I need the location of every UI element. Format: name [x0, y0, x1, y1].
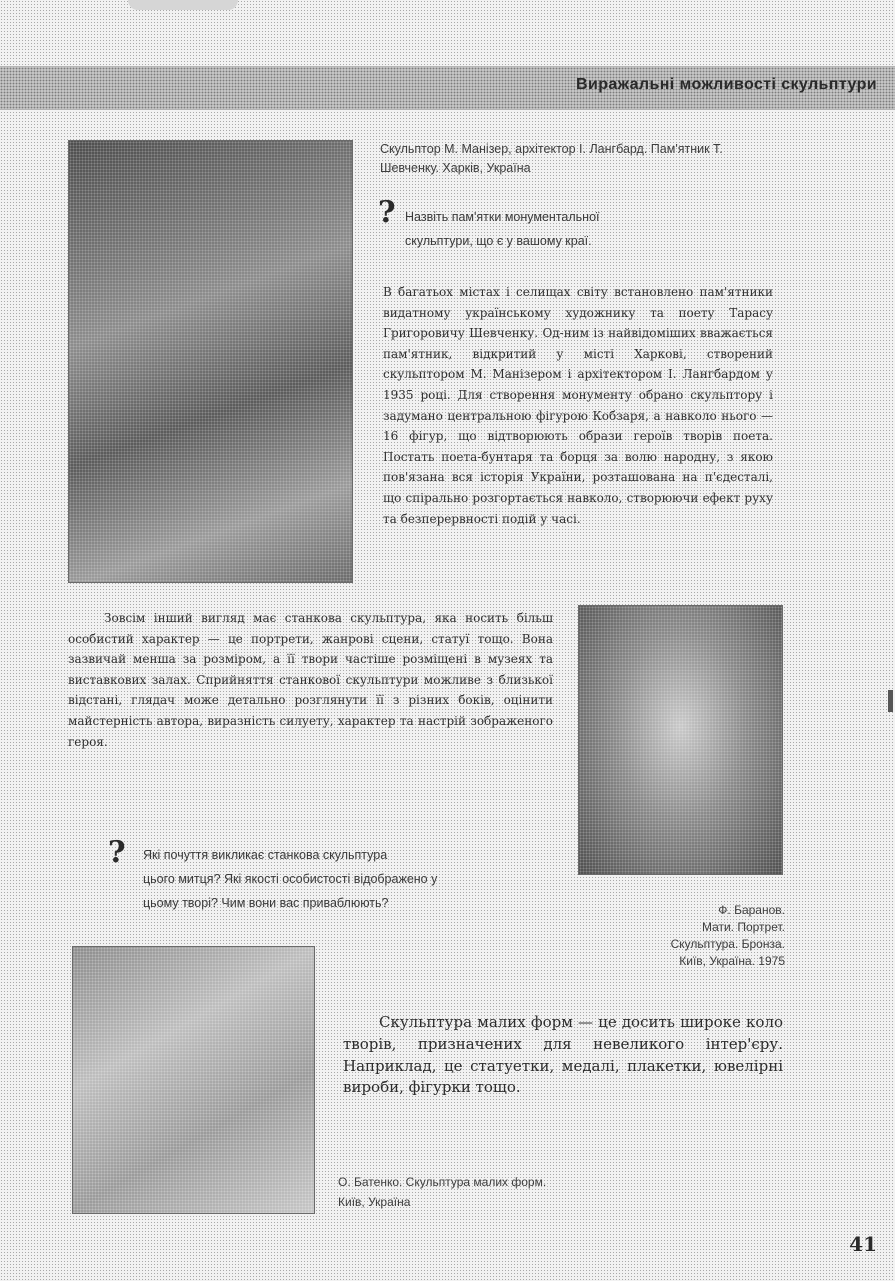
task-1-line-2: скульптури, що є у вашому краї. [405, 234, 592, 248]
monument-photo-caption [380, 140, 760, 178]
portrait-sculpture-photo [578, 605, 783, 875]
small-forms-photo-caption [338, 1172, 718, 1212]
page-number: 41 [849, 1232, 877, 1256]
portrait-caption-line-3: Скульптура. Бронза. [670, 937, 785, 951]
task-2-line-2: цього митця? Які якості особистості відображено у [143, 872, 438, 886]
page-edge-mark [888, 690, 893, 712]
portrait-photo-caption [560, 902, 785, 970]
monument-paragraph-part-1: В багатьох містах і селищах світу встановлено пам'ятники видатному українському художнику та поету Тарасу Григоровичу Шевченку. Од- [383, 285, 773, 341]
portrait-caption-line-4: Київ, Україна. 1975 [679, 954, 785, 968]
monument-paragraph [383, 282, 773, 582]
task-2-question [143, 843, 563, 915]
monument-paragraph-part-2: ним із найвідоміших вважається пам'ятник, відкритий у місті Харкові, створений скульптором М. Манізером і архітектором І. Лангбардом у 1935 році. Для створення монументу обрано скульптору і задумано центральною фігурою Кобзаря, а навколо нього — 16 фігур, що відтворюють образи героїв творів поета. Постать поета-бунтаря та борця за волю народну, з якою пов'язана вся історія України, розташована на п'єдесталі, що спірально розгортається навколо, створюючи ефект руху та безперервності подій у часі. [383, 326, 773, 526]
monument-photo [68, 140, 353, 583]
monument-caption-text: Скульптор М. Манізер, архітектор І. Лангбард. Пам'ятник Т. Шевченку. Харків, Україна [380, 142, 723, 175]
page-edge-shadow [128, 0, 238, 10]
small-forms-caption-line-2: Київ, Україна [338, 1195, 411, 1209]
small-forms-sculpture-photo [72, 946, 315, 1214]
easel-sculpture-paragraph-text: Зовсім інший вигляд має станкова скульптура, яка носить більш особистий характер — це портрети, жанрові сцени, статуї тощо. Вона зазвичай менша за розміром, а її твори частіше розміщені в музеях та виставкових залах. Сприйняття станкової скульптури можливе з близької відстані, глядач може детально розглянути її з різних боків, оцінити майстерність автора, виразність силуету, характер та настрій зображеного героя. [68, 611, 553, 749]
small-forms-caption-line-1: О. Батенко. Скульптура малих форм. [338, 1175, 547, 1189]
small-forms-definition-text: Скульптура малих форм — це досить широке коло творів, призначених для невеликого інтер'єру. Наприклад, це статуетки, медалі, плакетки, ювелірні вироби, фігурки тощо. [343, 1013, 783, 1097]
portrait-caption-line-1: Ф. Баранов. [718, 903, 785, 917]
portrait-caption-line-2: Мати. Портрет. [701, 920, 785, 934]
question-mark-icon-2: ? [108, 835, 126, 870]
task-1-line-1: Назвіть пам'ятки монументальної [405, 210, 600, 224]
small-forms-definition [343, 1012, 783, 1132]
task-1-question [405, 205, 775, 253]
question-mark-icon: ? [378, 195, 396, 230]
easel-sculpture-paragraph [68, 608, 553, 823]
section-title: Виражальні можливості скульптури [576, 76, 877, 93]
task-2-line-1: Які почуття викликає станкова скульптура [143, 848, 388, 862]
task-2-line-3: цьому творі? Чим вони вас приваблюють? [143, 896, 389, 910]
